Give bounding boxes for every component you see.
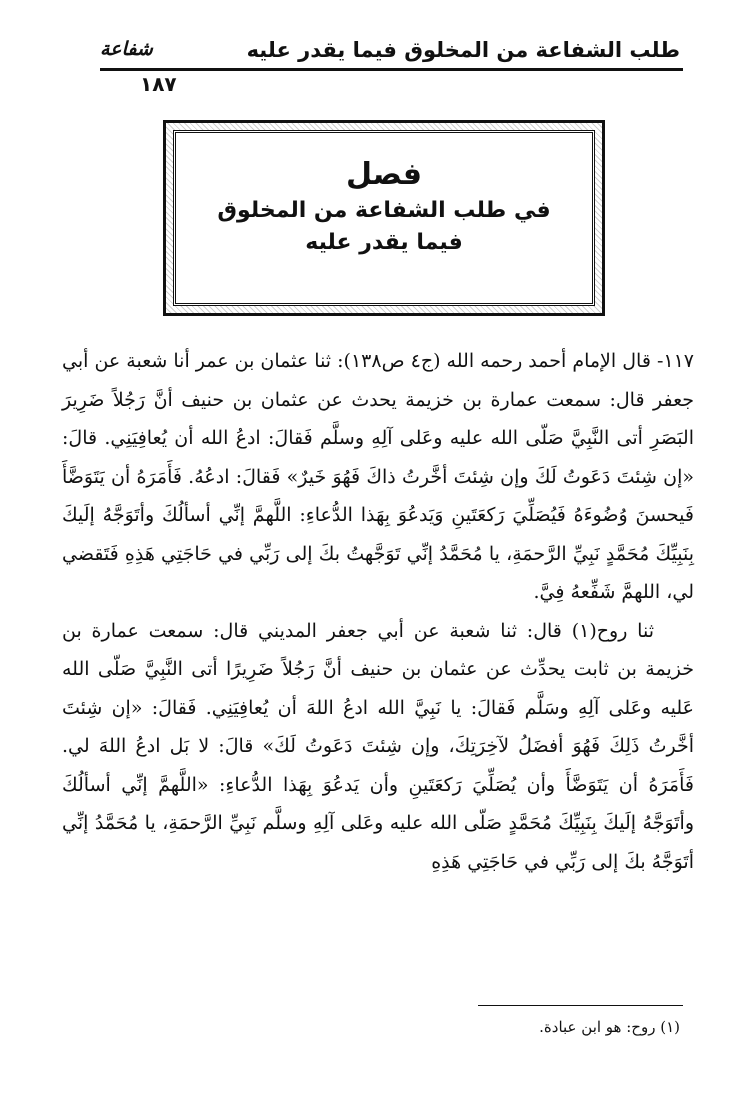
hadith-paragraph-rawh: ثنا روح(١) قال: ثنا شعبة عن أبي جعفر المديني قال: سمعت عمارة بن خزيمة بن ثابت يحدِّث عن عثمان بن حنيف أنَّ رَجُلاً ضَرِيرًا أتى النَّبِيَّ صَلّى الله عَليه وعَلى آلِهِ وسَلَّم فَقالَ: يا نَبِيَّ الله ادعُ اللهَ أن يُعافِيَنِي. فَقالَ: «إن شِئتَ أخَّرتُ ذَلِكَ فَهُوَ أفضَلُ لآخِرَتِكَ، وإن شِئتَ دَعَوتُ لَكَ» قالَ: لا بَل ادعُ اللهَ لي. فَأَمَرَهُ أن يَتَوَضَّأَ وأن يُصَلِّيَ رَكعَتَينِ وأن يَدعُوَ بِهَذا الدُّعاءِ: «اللَّهمَّ إنِّي أسألُكَ وأتَوَجَّهُ إلَيكَ بِنَبِيِّكَ مُحَمَّدٍ صَلّى الله عليه وعَلى آلِهِ وسلَّم نَبِيِّ الرَّحمَةِ، يا مُحَمَّدُ إنِّي أتَوَجَّهُ بكَ إلى رَبِّي في حَاجَتِي هَذِهِ [62, 619, 694, 873]
book-logo: شفاعة [100, 38, 153, 60]
section-title: فصل [346, 157, 422, 192]
section-subtitle-line2: فيما يقدر عليه [305, 230, 463, 255]
page-number: ١٨٧ [140, 72, 177, 96]
section-title-box [173, 130, 595, 306]
section-title-frame [163, 120, 605, 316]
footnote: (١) روح: هو ابن عبادة. [539, 1018, 680, 1036]
footnote-rule [478, 1005, 683, 1006]
hadith-paragraph-117: ١١٧- قال الإمام أحمد رحمه الله (ج٤ ص١٣٨): ثنا عثمان بن عمر أنا شعبة عن أبي جعفر قال: سمعت عمارة بن خزيمة يحدث عن عثمان بن حنيف أنَّ رَجُلاً ضَرِيرَ البَصَرِ أتى النَّبِيَّ صَلّى الله عليه وعَلى آلِهِ وسلَّم فَقالَ: ادعُ الله أن يُعافِيَنِي. قالَ: «إن شِئتَ دَعَوتُ لَكَ وإن شِئتَ أخَّرتُ ذاكَ فَهُوَ خَيرٌ» فَقالَ: ادعُهُ. فَأَمَرَهُ أن يَتَوَضَّأَ فَيحسنَ وُضُوءَهُ فَيُصَلِّيَ رَكعَتَينِ وَيَدعُوَ بِهَذا الدُّعاءِ: اللَّهمَّ إنِّي أسألُكَ وأتَوَجَّهُ إلَيكَ بِنَبِيِّكَ مُحَمَّدٍ نَبِيِّ الرَّحمَةِ، يا مُحَمَّدُ إنِّي تَوَجَّهتُ بكَ إلى رَبِّي في حَاجَتِي هَذِهِ فَتَقضي لي، اللهمَّ شَفِّعهُ فِيَّ. [62, 350, 694, 603]
section-subtitle-line1: في طلب الشفاعة من المخلوق [217, 198, 551, 223]
page-header [100, 38, 680, 68]
header-rule [100, 68, 683, 71]
main-text [62, 342, 694, 881]
running-title: طلب الشفاعة من المخلوق فيما يقدر عليه [246, 38, 680, 62]
